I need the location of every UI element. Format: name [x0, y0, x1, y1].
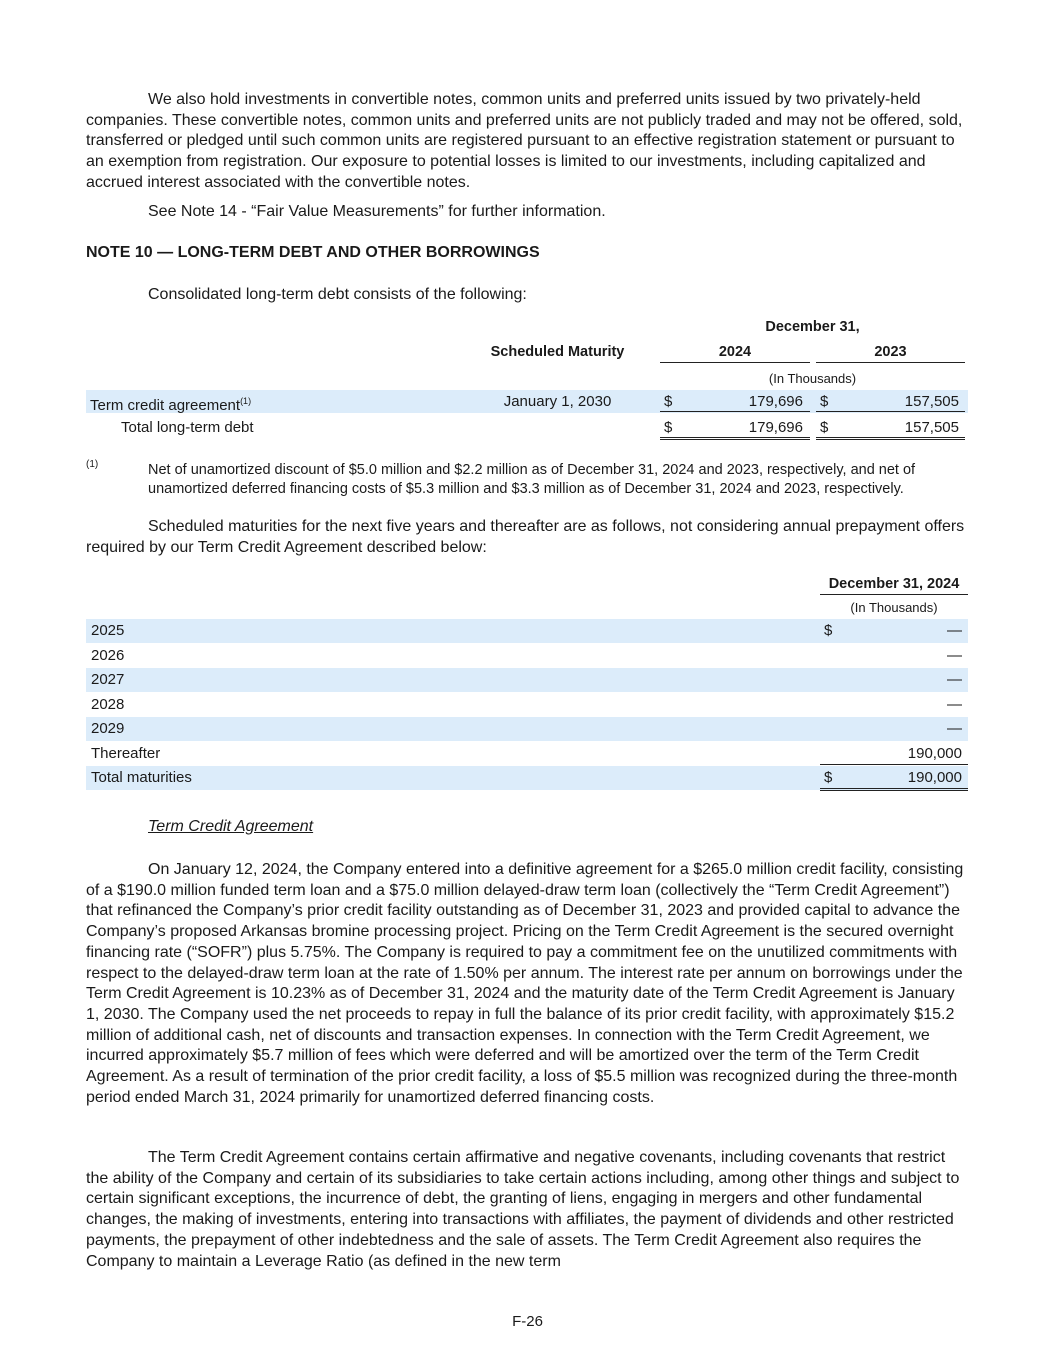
currency-symbol: $ [824, 769, 833, 786]
row-label: 2025 [91, 622, 125, 639]
currency-symbol: $ [820, 393, 829, 410]
maturity-value: 190,000 [907, 769, 962, 786]
row-label: Total long-term debt [121, 419, 254, 436]
maturity-value: — [947, 671, 962, 688]
note-heading: NOTE 10 — LONG-TERM DEBT AND OTHER BORROWINGS [86, 244, 540, 261]
row-label: Total maturities [91, 769, 192, 786]
row-label: 2029 [91, 720, 125, 737]
maturity-column-header: Scheduled Maturity [490, 344, 625, 360]
table-row [86, 644, 968, 668]
table-row [86, 668, 968, 692]
row-maturity: January 1, 2030 [503, 393, 612, 410]
footnote-ref: (1) [240, 396, 252, 406]
table-row [86, 693, 968, 717]
maturity-value: — [947, 646, 962, 664]
table-row-total [86, 416, 968, 439]
term-credit-subheading: Term Credit Agreement [148, 818, 314, 835]
table-row [86, 390, 968, 413]
table-row [86, 619, 968, 643]
maturity-value: — [947, 720, 962, 737]
row-label: Term credit agreement [90, 397, 241, 414]
year-2023-header: 2023 [816, 344, 965, 363]
currency-symbol: $ [664, 393, 673, 410]
row-label: 2026 [91, 646, 125, 664]
intro-paragraph-2: See Note 14 - “Fair Value Measurements” for further information. [148, 203, 606, 220]
table-row [86, 717, 968, 741]
maturity-value: 190,000 [907, 744, 962, 762]
currency-symbol: $ [824, 622, 833, 639]
maturities-period-header: December 31, 2024 [820, 576, 968, 595]
debt-lead-text: Consolidated long-term debt consists of the following: [148, 286, 527, 303]
covenants-paragraph: The Term Credit Agreement contains certain affirmative and negative covenants, including covenants that restrict the ability of the Company and certain of its subsidiaries to take certain actions including, among other things and subject to certain significant exceptions, the incurrence of debt, the granting of liens, engaging in mergers and other fundamental changes, the making of investments, entering into transactions with affiliates, the payment of dividends and other restricted payments, the prepayment of other indebtedness and the sale of assets. The Term Credit Agreement also requires the Company to maintain a Leverage Ratio (as defined in the new term [86, 1149, 960, 1270]
table-row [86, 742, 968, 766]
table-row-total [86, 766, 968, 790]
intro-paragraph-1: We also hold investments in convertible notes, common units and preferred units issued by two privately-held companies. These convertible notes, common units and preferred units are not publicly traded and may not be offered, sold, transferred or pledged until such common units are registered pursuant to an effective registration statement or pursuant to an exemption from registration. Our exposure to potential losses is limited to our investments, including capitalized and accrued interest associated with the convertible notes. [86, 91, 963, 191]
row-label: Thereafter [91, 744, 161, 762]
period-header: December 31, [765, 319, 860, 335]
footnote-marker: (1) [86, 459, 99, 470]
term-credit-paragraph: On January 12, 2024, the Company entered into a definitive agreement for a $265.0 million credit facility, consisting of a $190.0 million funded term loan and a $75.0 million delayed-draw term loan (collectively the “Term Credit Agreement”) that refinanced the Company’s prior credit facility outstanding as of December 31, 2023 and provided capital to advance the Company’s proposed Arkansas bromine processing project. Pricing on the Term Credit Agreement is the secured overnight financing rate (“SOFR”) plus 5.75%. The Company is required to pay a commitment fee on the unutilized commitments with respect to the delayed-draw term loan at the rate of 1.50% per annum. The interest rate per annum on borrowings under the Term Credit Agreement is 10.23% as of December 31, 2024 and the maturity date of the Term Credit Agreement is January 1, 2030. The Company used the net proceeds to repay in full the balance of its prior credit facility, with approximately $15.2 million of additional cash, net of discounts and transaction expenses. In connection with the Term Credit Agreement, we incurred approximately $5.7 million of fees which were deferred and will be amortized over the term of the Term Credit Agreement. As a result of termination of the prior credit facility, a loss of $5.5 million was recognized during the three-month period ended March 31, 2024 primarily for unamortized deferred financing costs. [86, 861, 964, 1106]
units-label: (In Thousands) [768, 371, 857, 386]
value-2024: 179,696 [748, 393, 803, 410]
value-2024: 179,696 [748, 419, 803, 436]
value-2023: 157,505 [904, 393, 959, 410]
page-number: F-26 [512, 1313, 543, 1330]
row-label: 2027 [91, 671, 125, 688]
maturities-units-label: (In Thousands) [850, 600, 938, 615]
row-label: 2028 [91, 695, 125, 713]
footnote-text: Net of unamortized discount of $5.0 million and $2.2 million as of December 31, 2024 and 2023, respectively, and net of unamortized deferred financing costs of $5.3 million and $3.3 million as of December 31, 2024 and 2023, respectively. [148, 462, 916, 497]
maturity-value: — [947, 622, 962, 639]
currency-symbol: $ [820, 419, 829, 436]
year-2024-header: 2024 [660, 344, 810, 363]
maturity-value: — [947, 695, 962, 713]
currency-symbol: $ [664, 419, 673, 436]
maturities-lead-text: Scheduled maturities for the next five years and thereafter are as follows, not considering annual prepayment offers required by our Term Credit Agreement described below: [86, 518, 965, 556]
value-2023: 157,505 [904, 419, 959, 436]
